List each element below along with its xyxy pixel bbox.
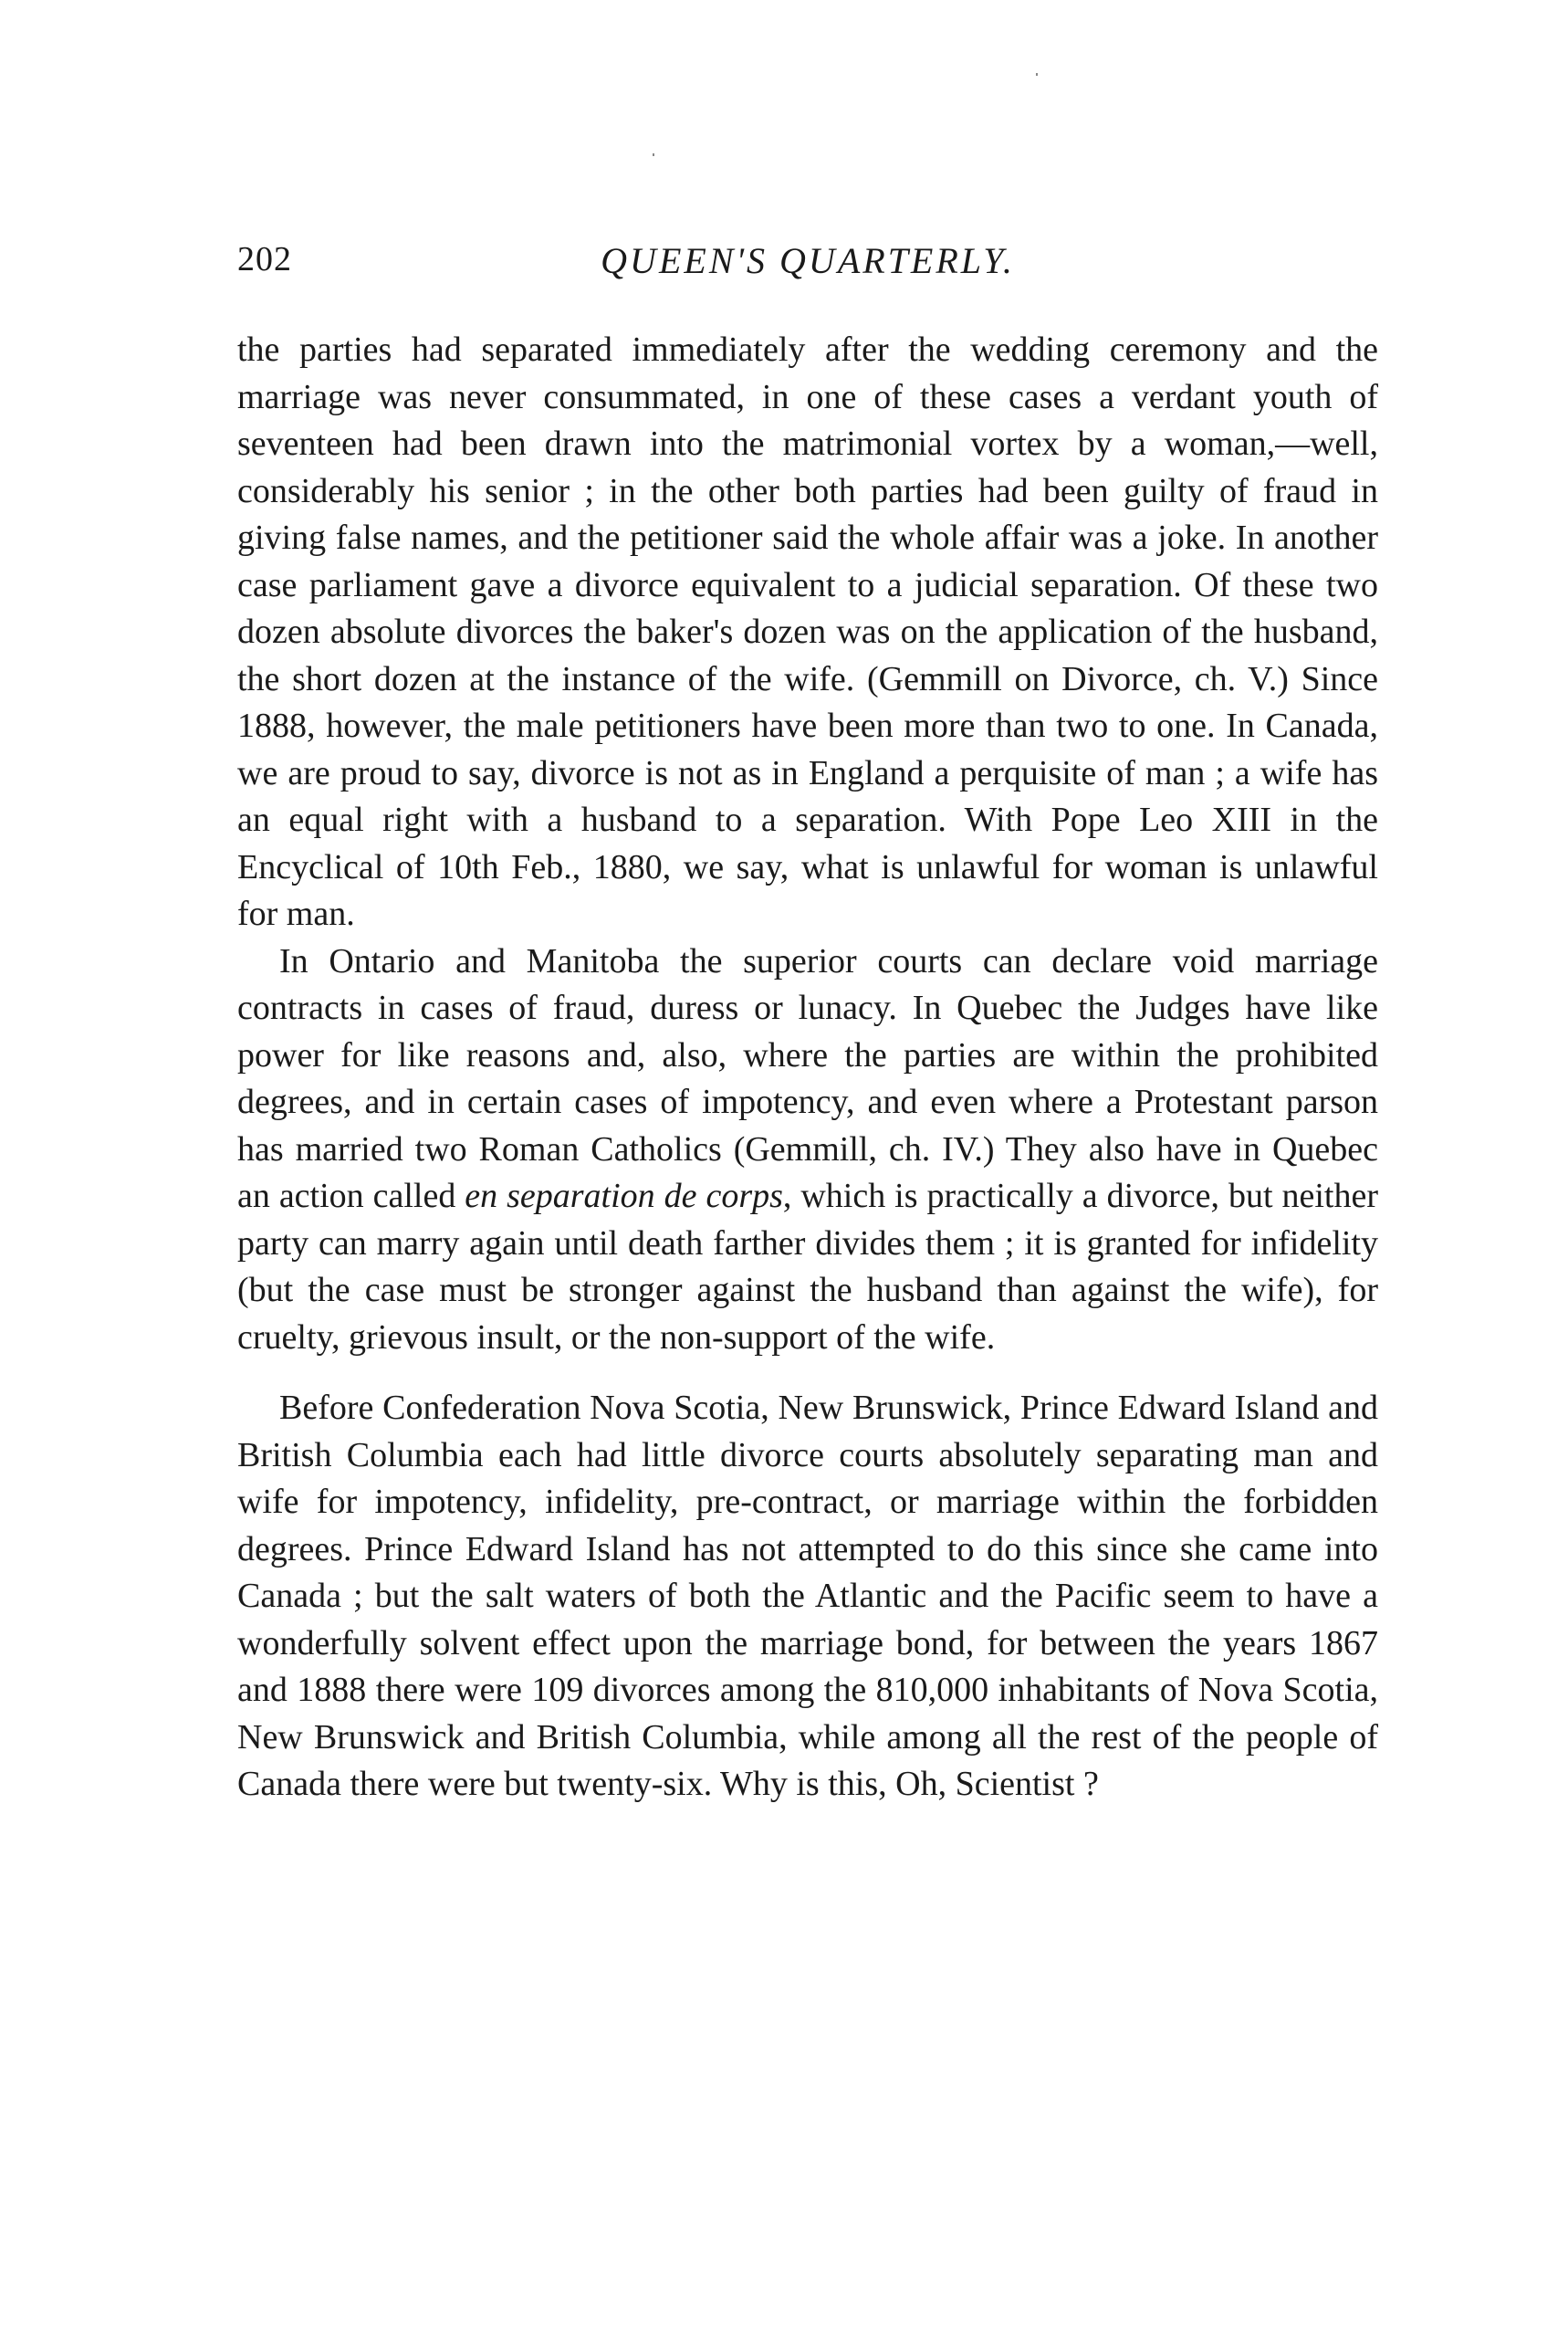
paragraph-continued: the parties had separated immediately after the wedding ceremony and the marriage was never consummated, in one of these cases a verdant youth of seventeen had been drawn into the matrimonial vortex by a woman,—well, considerably his senior ; in the other both parties had been guilty of fraud in giving false names, and the petitioner said the whole affair was a joke. In another case parliament gave a divorce equivalent to a judicial separation. Of these two dozen absolute divorces the baker's dozen was on the application of the husband, the short dozen at the instance of the wife. (Gemmill on Divorce, ch. V.) Since 1888, however, the male petitioners have been more than two to one. In Canada, we are proud to say, divorce is not as in England a perquisite of man ; a wife has an equal right with a husband to a separation. With Pope Leo XIII in the Encyclical of 10th Feb., 1880, we say, what is unlawful for woman is unlawful for man. [237,330,1378,933]
page-header [237,239,1378,294]
running-head: QUEEN'S QUARTERLY. [601,240,1015,281]
paragraph-ontario-quebec [237,939,1378,1362]
paragraph-text: , which is practically a divorce, but neither party can marry again until death farther divides them ; it is granted for infidelity (but the case must be stronger against the husband than against the wife), for cruelty, grievous insult, or the non-support of the wife. [237,1177,1378,1357]
page-number: 202 [237,240,292,278]
print-speck [653,153,654,156]
print-speck [1036,73,1038,76]
body-text [237,327,1378,1809]
italic-term: en separation de corps [465,1177,783,1215]
paragraph-text: In Ontario and Manitoba the superior courts can declare void marriage contracts in cases of fraud, duress or lunacy. In Quebec the Judges have like power for like reasons and, also, where the parties are within the prohibited degrees, and in certain cases of impotency, and even where a Protestant parson has married two Roman Catholics (Gemmill, ch. IV.) They also have in Quebec an action called [237,941,1378,1215]
paragraph-confederation: Before Confederation Nova Scotia, New Brunswick, Prince Edward Island and British Columbia each had little divorce courts absolutely separating man and wife for impotency, infidelity, pre-contract, or marriage within the forbidden degrees. Prince Edward Island has not attempted to do this since she came into Canada ; but the salt waters of both the Atlantic and the Pacific seem to have a wonderfully solvent effect upon the marriage bond, for between the years 1867 and 1888 there were 109 divorces among the 810,000 inhabitants of Nova Scotia, New Brunswick and British Columbia, while among all the rest of the people of Canada there were but twenty-six. Why is this, Oh, Scientist ? [237,1389,1378,1803]
